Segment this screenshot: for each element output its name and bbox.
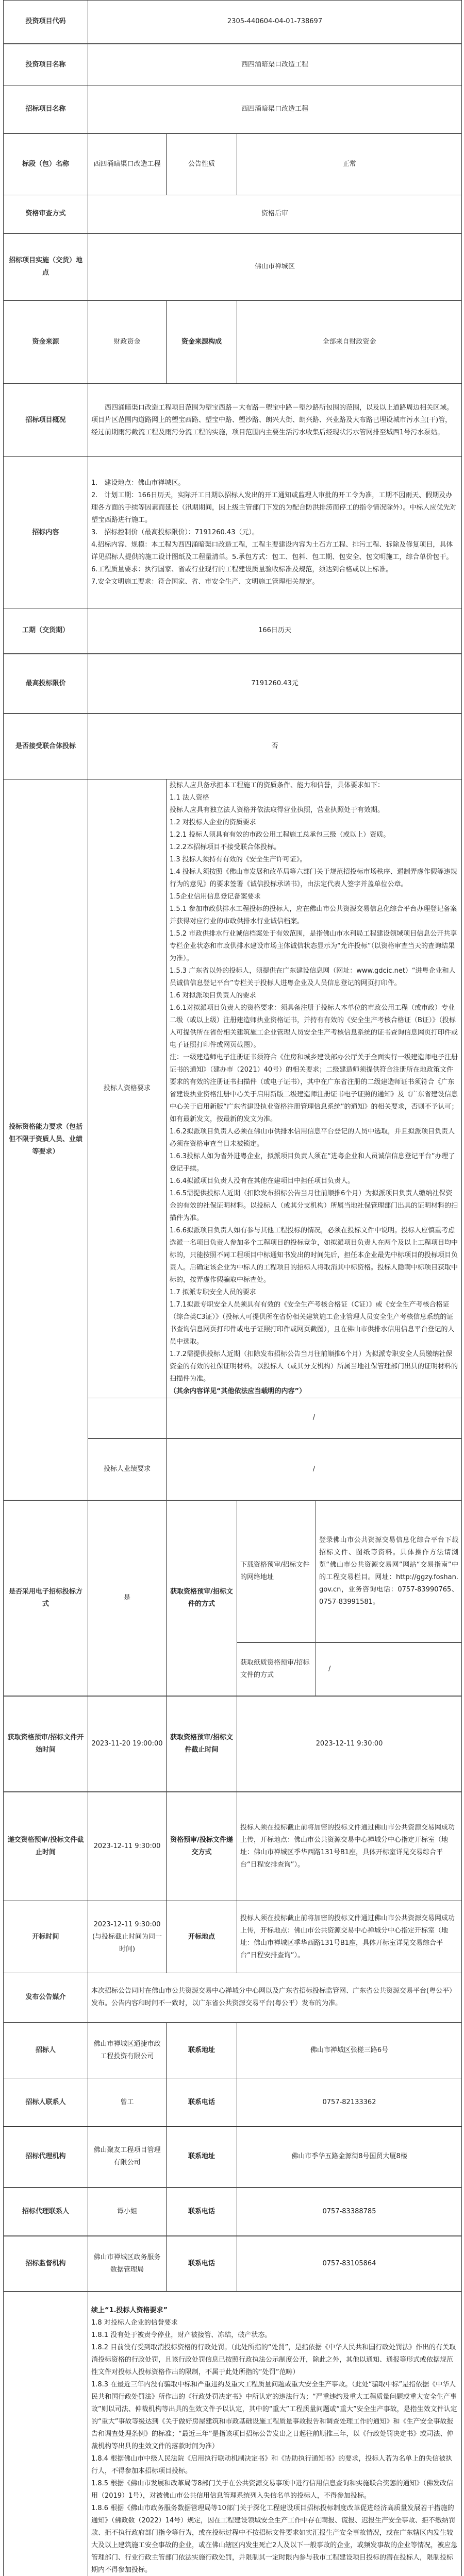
label-agency-address: 联系地址 — [167, 2127, 237, 2188]
label-opening-time: 开标时间 — [4, 1901, 88, 1973]
value-personnel-requirement: / — [167, 1398, 462, 1438]
label-max-price: 最高投标限价 — [4, 654, 88, 714]
row-tenderer-contact — [4, 2078, 462, 2127]
row-location — [4, 233, 462, 300]
label-tenderer: 招标人 — [4, 2023, 88, 2078]
row-section — [4, 133, 462, 195]
qualification-line: 1.5.3 广东省以外的投标人，须提供在广东建设信息网（网址：www.gdcic.net）“进粤企业和人员诚信信息登记平台”专栏关于投标人进粤企业及人员信息登记的网页打印件。 — [170, 965, 458, 990]
value-submit-deadline: 2023-12-11 9:30:00 — [88, 1792, 167, 1901]
label-scope: 招标内容 — [4, 457, 88, 608]
row-tender-name — [4, 86, 462, 133]
label-other — [4, 2292, 88, 2576]
qualification-line: 1.5企业信用信息登记备案要求 — [170, 891, 458, 903]
label-personnel-requirement — [88, 1398, 167, 1438]
row-agency-contact — [4, 2188, 462, 2236]
label-submit-method: 资格预审/投标文件递交方式 — [167, 1792, 237, 1901]
row-tenderer — [4, 2023, 462, 2078]
row-electronic-download — [4, 1500, 462, 1642]
value-project-name: 西四涌暗渠口改造工程 — [88, 44, 462, 86]
value-opening-time: 2023-12-11 9:30:00(与投标截止时间为同一时间) — [88, 1901, 167, 1973]
label-opening-place: 开标地点 — [167, 1901, 237, 1973]
value-tender-name: 西四涌暗渠口改造工程 — [88, 86, 462, 133]
qualification-note: （其余内容详见“其他依法应当载明的内容”） — [170, 1385, 458, 1398]
label-supervisor-phone: 联系电话 — [167, 2236, 237, 2292]
label-obtain-start: 获取资格预审/招标文件开始时间 — [4, 1696, 88, 1792]
value-agency-contact: 谭小姐 — [88, 2188, 167, 2236]
label-agency: 招标代理机构 — [4, 2127, 88, 2188]
value-max-price: 7191260.43元 — [88, 654, 462, 714]
qualification-line: 1.3 投标人须持有有效的《安全生产许可证》。 — [170, 854, 458, 866]
row-overview — [4, 384, 462, 457]
label-agency-phone: 联系电话 — [167, 2188, 237, 2236]
value-obtain-start: 2023-11-20 19:00:00 — [88, 1696, 167, 1792]
row-max-price — [4, 654, 462, 714]
label-media: 发布公告媒介 — [4, 1973, 88, 2023]
value-funding: 财政资金 — [88, 300, 167, 384]
value-agency-phone: 0757-83388785 — [237, 2188, 462, 2236]
value-funding-structure: 全部来自财政资金 — [237, 300, 462, 384]
value-electronic: 是 — [88, 1500, 167, 1696]
label-obtain-end: 获取资格预审/招标文件截止时间 — [167, 1696, 237, 1792]
other-credit-line: 1.8.5 根据《佛山市发展和改革局等8部门关于在公共资源交易事项中进行信用信息查询和实施联合奖惩的通知》（佛发改信用（2019）1号），对被佛山市公共信用信息管理系统列入失信名单的投标人，不得参加投标。 — [91, 2478, 458, 2502]
qualification-line: 1.5.1 参加市政供排水工程投标的投标人，应在佛山市公共资源交易信息化综合平台办理登记备案并获得对应行业的市政供排水行业诚信档案。 — [170, 903, 458, 928]
value-tenderer-phone: 0757-82133362 — [237, 2078, 462, 2127]
row-review — [4, 195, 462, 233]
row-other — [4, 2292, 462, 2576]
label-submit-deadline: 递交资格预审/投标文件截止时间 — [4, 1792, 88, 1901]
other-credit-line: 1.8 对投标人企业的信誉要求 — [91, 2317, 458, 2329]
value-media: 本次招标公告同时在佛山市公共资源交易中心禅城分中心网以及广东省招标投标监管网、广东省公共资源交易平台(粤公平）发布。公告内容和时间不一致时，以广东省公共资源交易平台(粤公平）发布的为准。 — [88, 1973, 462, 2023]
row-project-name — [4, 44, 462, 86]
value-review: 资格后审 — [88, 195, 462, 233]
label-review: 资格审查方式 — [4, 195, 88, 233]
overview-text: 西四涌暗渠口改造工程项目范围为塱宝西路－大布路－塱宝中路－塱沙路所包围的范围，以及以上道路周边相关区域。项目片区范围内道路网上的塱宝西路、塱宝中路、塱沙路、朗兴大街、朗兴路、兴业路及大布路已埋设城市污水主(干)管，经过前期雨污截流工程及雨污分流工程的实施，项目范围内主要生活污水收集后经现状污水管网排至城西1号污水泵站。 — [91, 402, 458, 439]
row-opening — [4, 1901, 462, 1973]
label-agency-contact: 招标代理联系人 — [4, 2188, 88, 2236]
row-submit-time — [4, 1792, 462, 1901]
value-bidder-requirement — [167, 779, 462, 1398]
value-download-address[interactable]: 登录佛山市公共资源交易信息化综合平台下载招标文件、图纸等资料。具体操作方法请浏览“佛山市公共资源交易网”网站“交易指南”中的工程交易栏目。网址：http://ggzy.foshan.gov.cn，业务咨询电话：0757-83990765、0757-83991581。 — [316, 1500, 462, 1642]
label-tender-name: 招标项目名称 — [4, 86, 88, 133]
label-funding-structure: 资金来源构成 — [167, 300, 237, 384]
label-download-address: 下载资格预审/招标文件的网络地址 — [237, 1500, 316, 1642]
row-supervisor — [4, 2236, 462, 2292]
label-qualification: 投标资格能力要求（包括但不限于资质人员、业绩等要求） — [4, 779, 88, 1500]
label-supervisor: 招标监督机构 — [4, 2236, 88, 2292]
qualification-line: 1.4 投标人须按照《佛山市发展和改革局等六部门关于规范招投标市场秩序、遏制弄虚作假等违规行为的意见》的要求签署《诚信投标承诺书》，由法定代表人签字并盖单位公章。 — [170, 866, 458, 891]
scope-line: 1. 建设地点：佛山市禅城区。 — [91, 477, 458, 489]
label-section: 标段（包）名称 — [4, 133, 88, 195]
qualification-line: 1.7.1拟派专职安全人员须具有有效的《安全生产考核合格证（C证）》或《安全生产考核合格证（综合类C3证）》（投标人可提供所在省份相关建筑施工企业管理人员安全生产考核信息系统的证书查询信息网页打印件或电子证照打印件或网页截图），且在佛山市供排水信用信息平台登记的人员中选取。 — [170, 1299, 458, 1348]
value-tenderer-contact: 曾工 — [88, 2078, 167, 2127]
value-supervisor-phone: 0757-83105864 — [237, 2236, 462, 2292]
qualification-line: 1.2 对投标人企业的资质要求 — [170, 817, 458, 829]
qualification-line: 1.7 拟派专职安全人员的要求 — [170, 1286, 458, 1299]
row-duration — [4, 608, 462, 654]
row-obtain-time — [4, 1696, 462, 1792]
other-credit-line: 1.8.4 根据佛山市中级人民法院《启用执行联动机制决定书》和《协助执行通知书》的要求，投标人若为名单上的失信被执行人，不得参加本招标项目投标。 — [91, 2453, 458, 2478]
row-scope — [4, 457, 462, 608]
label-consortium: 是否接受联合体投标 — [4, 714, 88, 779]
scope-line: 6.工程质量要求：执行国家、省或行业现行的工程建设质量验收标准及规范，须达到合格或以上标准。 — [91, 564, 458, 576]
value-paper-method: / — [316, 1642, 462, 1696]
value-agency: 佛山聚友工程项目管理有限公司 — [88, 2127, 167, 2188]
value-supervisor: 佛山市禅城区政务服务数据管理局 — [88, 2236, 167, 2292]
qualification-line: 1.6.4拟派项目负责人没有在其他在建项目中担任项目负责人。 — [170, 1175, 458, 1188]
qualification-line: 1.5.2 市政供排水行业诚信档案处于有效范围，是指佛山市水利局工程建设领域项目信息公开共享专栏企业状态和市政供排水建设市场主体诚信状态显示为“允许投标”（以资格审查当天的查询结果为准）。 — [170, 928, 458, 965]
qualification-line: 1.7.2需提供投标人近期（扣除发布招标公告当月往前顺推6个月）为拟派专职安全人员缴纳社保资金的有效的社保证明材料。以投标人（或其分支机构）所属当地社保管理部门出具的证明材料的扫描件为准。 — [170, 1348, 458, 1385]
qualification-line: 1.6 对拟派项目负责人的要求 — [170, 990, 458, 1002]
label-location: 招标项目实施（交货）地点 — [4, 233, 88, 300]
row-consortium — [4, 714, 462, 779]
value-other — [88, 2292, 462, 2576]
value-performance-requirement: / — [167, 1438, 462, 1500]
qualification-line: 1.6.5需提供投标人近期（扣除发布招标公告当月往前顺推6个月）为拟派项目负责人缴纳社保资金的有效的社保证明材料。以投标人（或其分支机构）所属当地社保管理部门出具的证明材料的扫描件为准。 — [170, 1188, 458, 1225]
value-agency-address: 佛山市季华五路金源街8号国贸大厦8楼 — [237, 2127, 462, 2188]
other-credit-line: 1.8.1 没有处于被责令停业，财产被接管、冻结，破产状态。 — [91, 2329, 458, 2342]
qualification-line: 注：一级建造师电子注册证书须符合《住房和城乡建设部办公厅关于全面实行一级建造师电子注册证书的通知》（建办市（2021）40号）的相关要求；二级建造师须提供符合注册所在地政策文件要求的有效的注册证书扫描件（或电子证书），其中在广东省注册的二级建造师证书须符合《广东省建设执业资格注册中心关于启用新版二级建造师注册证书电子证照的通知》及《广东省建设信息中心关于启用新版“广东省建设执业资格注册管理信息系统”的通知》的相关要求，否则不予认可；如有最新发文，按最新的发文为准。 — [170, 1052, 458, 1126]
value-notice-type: 正常 — [237, 133, 462, 195]
row-media — [4, 1973, 462, 2023]
label-tenderer-contact: 招标人联系人 — [4, 2078, 88, 2127]
label-notice-type: 公告性质 — [167, 133, 237, 195]
qualification-line: 1.6.6拟派项目负责人如有参与其他工程投标的情况，必须在投标文件中说明。投标人应慎重考虑选派一名项目负责人参加多个工程项目的投标竞争，如拟派项目负责人在两个及以上工程项目均中标的，只能按照不同工程项目中标通知书发出的时间先后，担任本企业最先中标项目的投标项目负责人。后确定该企业为中标人的工程项目的招标人将取消其中标资格。投标人隐瞒中标项目获取中标的，按弄虚作假骗取中标查处。 — [170, 1225, 458, 1286]
scope-line: 7.安全文明施工要求：符合国家、省、市安全生产、文明施工管理相关规定。 — [91, 576, 458, 588]
label-obtain-method: 获取资格预审/招标文件的方式 — [167, 1500, 237, 1696]
label-project-code: 投资项目代码 — [4, 1, 88, 44]
value-scope — [88, 457, 462, 608]
row-agency — [4, 2127, 462, 2188]
value-consortium: 否 — [88, 714, 462, 779]
value-tenderer: 佛山市禅城区通捷市政工程投资有限公司 — [88, 2023, 167, 2078]
value-project-code: 2305-440604-04-01-738697 — [88, 1, 462, 44]
value-tenderer-address: 佛山市禅城区张槎三路6号 — [237, 2023, 462, 2078]
qualification-line: 1.2.1 投标人须具有有效的市政公用工程施工总承包三级（或以上）资质。 — [170, 829, 458, 841]
value-obtain-end: 2023-12-11 9:30:00 — [237, 1696, 462, 1792]
qualification-line: 1.2.2本招标项目不接受联合体投标。 — [170, 841, 458, 854]
qualification-line: 1.6.1对拟派项目负责人的资格要求：须具备注册于投标人本单位的市政公用工程（或市政）专业二级（或以上级）注册建造师执业资格证书，并持有有效的《安全生产考核合格证（B证）》（投标人可提供所在省份相关建筑施工企业管理人员安全生产考核信息系统的证书查询信息网页打印件或电子证照打印件或网页截图）。 — [170, 1002, 458, 1052]
row-project-code — [4, 1, 462, 44]
value-section: 西四涌暗渠口改造工程 — [88, 133, 167, 195]
label-performance-requirement: 投标人业绩要求 — [88, 1438, 167, 1500]
label-electronic: 是否采用电子招标投标方式 — [4, 1500, 88, 1696]
label-project-name: 投资项目名称 — [4, 44, 88, 86]
value-opening-place: 投标人须在投标截止前将加密的投标文件通过佛山市公共资源交易网成功上传，开标地点：佛山市公共资源交易中心禅城分中心指定开标室（地址：佛山市禅城区季华西路131号B1座，具体开标室详见交易综合平台“日程安排查询”）。 — [237, 1901, 462, 1973]
scope-line: 3. 招标控制价（最高投标限价）：7191260.43（元）。 — [91, 527, 458, 539]
scope-line: 4.招标内容、规模：本工程为西四涌暗渠口改造工程，工程主要建设内容为土石方工程、排污工程、拆除及修复项目，具体详见招标人提供的施工设计图纸及工程量清单。5.承包方式：包工、包料、包工期、包安全、包文明施工，综合单价包干。 — [91, 539, 458, 564]
label-tenderer-address: 联系地址 — [167, 2023, 237, 2078]
tender-notice-table — [3, 0, 462, 2576]
value-submit-method: 投标人须在投标截止前将加密的投标文件通过佛山市公共资源交易网成功上传，开标地点：佛山市公共资源交易中心禅城分中心指定开标室（地址：佛山市禅城区季华西路131号B1座，具体开标室详见交易综合平台“日程安排查询”）。 — [237, 1792, 462, 1901]
label-funding: 资金来源 — [4, 300, 88, 384]
label-overview: 招标项目概况 — [4, 384, 88, 457]
other-credit-line: 1.8.3 在最近三年内没有骗取中标和严重违约及重大工程质量问题或重大安全生产事故。（此处“骗取中标”是指依据《中华人民共和国行政处罚法》所作出的《行政处罚决定书》中所认定的违法行为；“严重违约及重大工程质量问题或重大安全生产事故”则以司法、仲裁机构等出具的生效文件予以认定，其中的“重大”工程质量问题或“重大”安全生产事故，是指生效文件认定的“重大”事故等级达到《关于做好房屋建筑和市政基础设施工程质量事故报告和调查处理工作的通知》和《生产安全事故报告和调查处理条例》的标准；“最近三年”是指该项目招标公告发出之日起往前顺推三年，以《行政处罚决定书》或司法、仲裁机构等出具的生效文件的落款时间为准） — [91, 2379, 458, 2453]
other-cont-title: 续上“1.投标人资格要求” — [91, 2304, 458, 2317]
row-funding — [4, 300, 462, 384]
other-credit-line: 1.8.2 目前没有受到取消投标资格的行政处罚。（此处所指的“处罚”，是指依据《中华人民共和国行政处罚法》作出的有关取消投标资格的行政处罚，且该行政处罚信息已按照行政执法公示制度公开，除此之外，其他以通知、通报等形式或依据规范性文件对投标人投标资格作出的限制，不属于此处所指的“处罚”范畴） — [91, 2342, 458, 2379]
qualification-line: 1.6.3投标人如为省外进粤企业，拟派项目负责人须在“进粤企业和人员诚信信息登记平台”办理了登记手续。 — [170, 1150, 458, 1175]
qualification-line: 1.1 法人资格 — [170, 792, 458, 804]
value-location: 佛山市禅城区 — [88, 233, 462, 300]
other-credit-line: 1.8.6 根据《佛山市政务服务数据管理局等10部门关于深化工程建设项目招标投标制度改革促进经济高质量发展若干措施的通知》（佛政数（2022）14号）规定，因在工程建设领域安全生产工作中存在瞒报、谎报、迟报生产安全事故、拒不缴纳罚款、拒不执行政府部门指令等行为，或在投标过程中不按招标文件要求如实汇报生产安全事故情况，或在广东辖区内发生较大及以上建筑施工安全事故的企业，或在佛山辖区内发生死亡2人及以下一般事故的企业，或频发事故的企业等情况，被应急管理部门、行业行政主管部门依法实施行政处罚，并限制其一定时限内参与我市工程建设项目投标的潜在投标人，限制投标期内不得参加投标。 — [91, 2502, 458, 2576]
label-paper-method: 获取纸质资格预审/招标文件的方式 — [237, 1642, 316, 1696]
scope-line: 2. 计划工期：166日历天，实际开工日期以招标人发出的开工通知或监理人审批的开工令为准，工期不因雨天、假期及办理各方面的手续等因素而延长（汛期期间，因上级主管部门下发的为配合防洪排涝而停工的指令情况除外）。中标人应优先对塱宝西路进行施工。 — [91, 489, 458, 527]
qualification-line: 投标人应具备承担本工程施工的资质条件、能力和信誉，具体要求如下： — [170, 779, 458, 792]
label-tenderer-phone: 联系电话 — [167, 2078, 237, 2127]
value-overview — [88, 384, 462, 457]
label-duration: 工期（交货期） — [4, 608, 88, 654]
row-qualification-bidder — [4, 779, 462, 1398]
value-duration: 166日历天 — [88, 608, 462, 654]
label-bidder-requirement: 投标人资格要求 — [88, 779, 167, 1398]
qualification-line: 1.6.2拟派项目负责人必须在佛山市供排水信用信息平台登记的人员中选取，并且拟派项目负责人必须在资格审查当日未被锁定。 — [170, 1126, 458, 1150]
qualification-line: 投标人应具有独立法人资格并依法取得营业执照，营业执照处于有效期。 — [170, 804, 458, 817]
